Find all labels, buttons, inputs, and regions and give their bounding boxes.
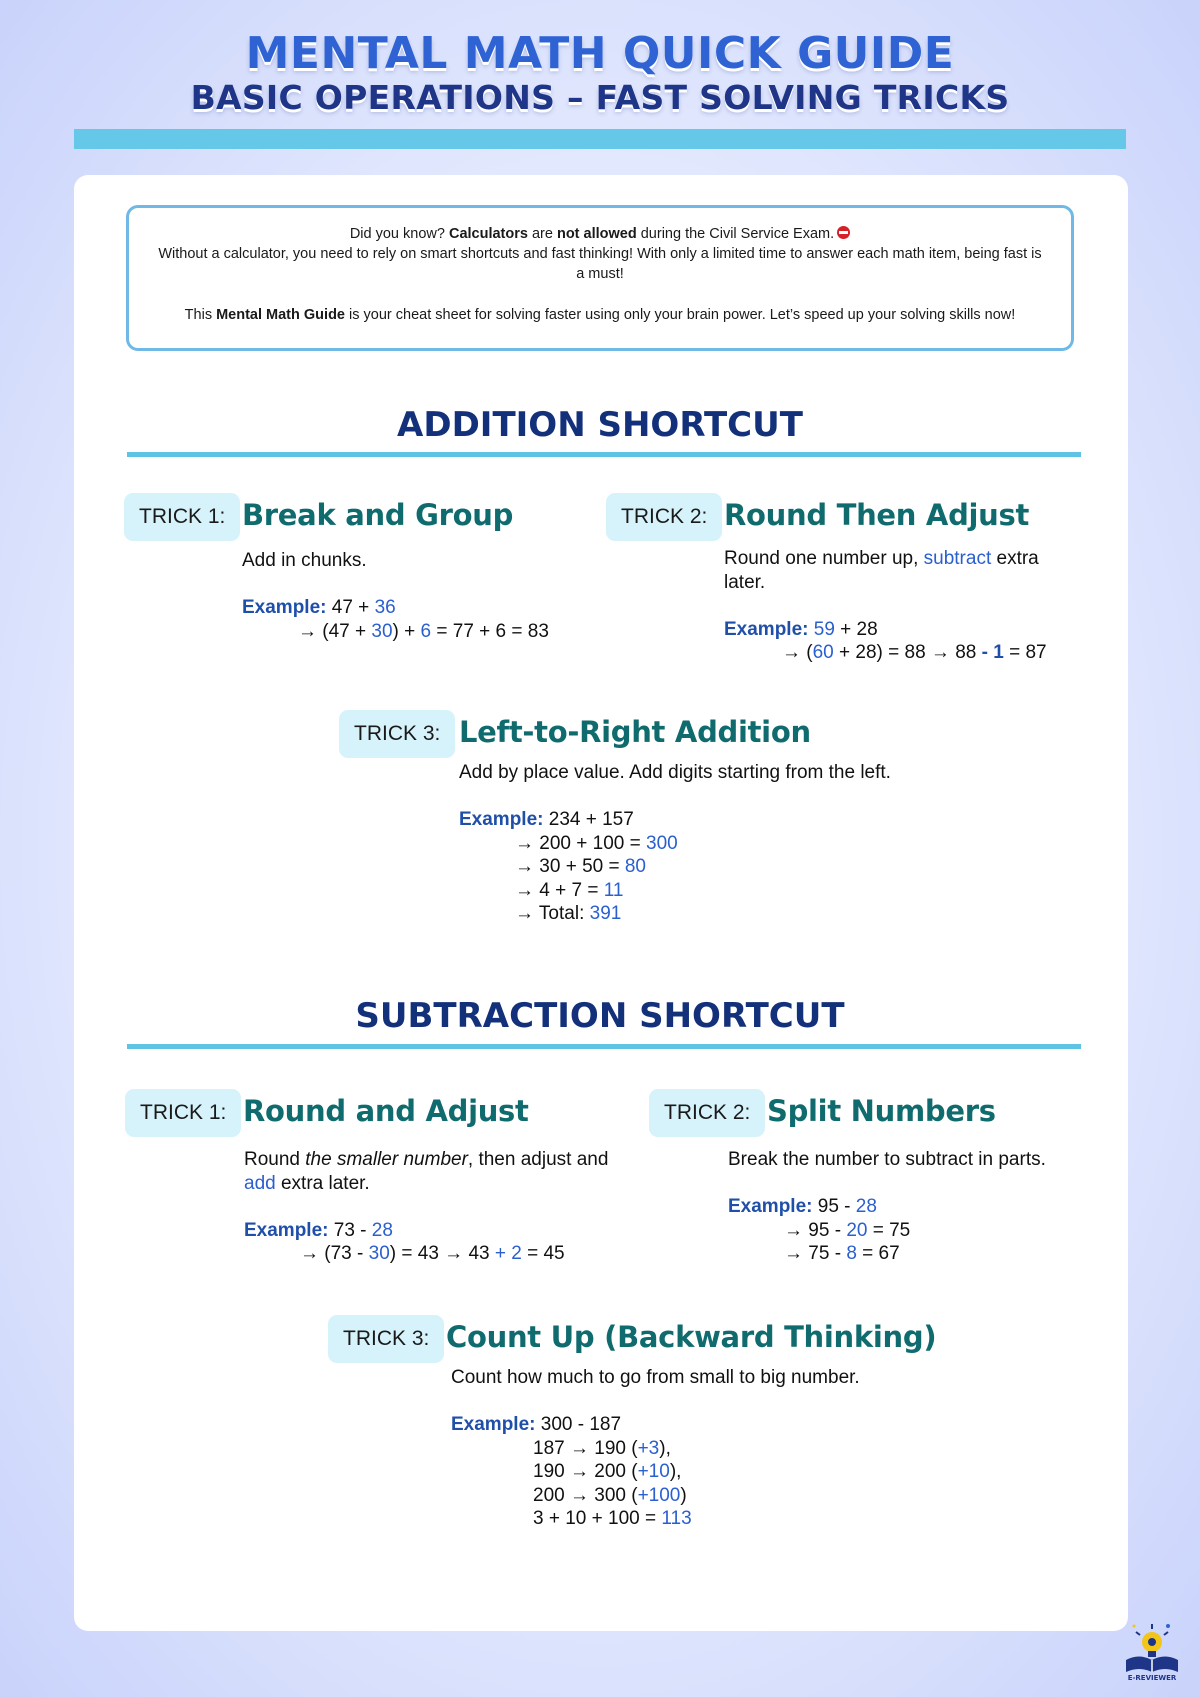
header-divider xyxy=(74,129,1126,149)
intro-line-3: This Mental Math Guide is your cheat sheet for solving faster using only your brain power. Let’s speed up your solving skills now! xyxy=(184,307,1016,323)
logo-text: E-REVIEWER xyxy=(1127,1674,1177,1682)
trick-name: Break and Group xyxy=(242,498,514,532)
example-line: Example: 95 - 28 xyxy=(728,1196,877,1217)
intro-box xyxy=(126,205,1074,351)
trick-body xyxy=(451,1366,881,1531)
trick-name: Round Then Adjust xyxy=(724,498,1030,532)
example-step: 200 → 300 (+100) xyxy=(533,1484,687,1506)
example-step: → Total: 391 xyxy=(515,903,622,924)
addition-section-title: ADDITION SHORTCUT xyxy=(397,405,803,445)
trick-tag: TRICK 1: xyxy=(125,1089,241,1137)
example-step: → (60 + 28) = 88 → 88 - 1 = 87 xyxy=(782,642,1047,663)
page-title: MENTAL MATH QUICK GUIDE xyxy=(245,28,955,79)
trick-description: Round one number up, subtract extra later. xyxy=(724,548,1039,593)
intro-line-1: Did you know? Calculators are not allowed during the Civil Service Exam. xyxy=(155,224,1045,244)
example-step: → 75 - 8 = 67 xyxy=(784,1243,900,1264)
trick-description: Add in chunks. xyxy=(242,550,367,571)
trick-description: Round the smaller number, then adjust and add extra later. xyxy=(244,1149,609,1194)
example-line: Example: 59 + 28 xyxy=(724,618,878,640)
trick-tag: TRICK 1: xyxy=(124,493,240,541)
trick-body xyxy=(724,547,1084,665)
trick-tag: TRICK 3: xyxy=(328,1315,444,1363)
trick-tag: TRICK 2: xyxy=(649,1089,765,1137)
trick-tag: TRICK 2: xyxy=(606,493,722,541)
trick-description: Add by place value. Add digits starting from the left. xyxy=(459,762,891,783)
example-line: Example: 73 - 28 xyxy=(244,1219,393,1241)
intro-line-2: Without a calculator, you need to rely on smart shortcuts and fast thinking! With only a limited time to answer each math item, being fast is a must! xyxy=(158,246,1042,282)
example-step: → (73 - 30) = 43 → 43 + 2 = 45 xyxy=(300,1243,565,1264)
trick-tag: TRICK 3: xyxy=(339,710,455,758)
trick-body xyxy=(459,761,909,926)
example-step: 3 + 10 + 100 = 113 xyxy=(533,1508,692,1529)
example-line: Example: 234 + 157 xyxy=(459,809,634,830)
example-step: → 200 + 100 = 300 xyxy=(515,832,678,854)
example-step: → (47 + 30) + 6 = 77 + 6 = 83 xyxy=(298,620,549,642)
e-reviewer-logo xyxy=(1120,1620,1184,1690)
example-step: 190 → 200 (+10), xyxy=(533,1461,682,1482)
example-step: → 30 + 50 = 80 xyxy=(515,856,646,877)
no-entry-icon xyxy=(837,226,850,239)
trick-description: Count how much to go from small to big number. xyxy=(451,1367,860,1388)
subtraction-section-title: SUBTRACTION SHORTCUT xyxy=(355,996,845,1036)
trick-name: Round and Adjust xyxy=(243,1094,529,1128)
trick-description: Break the number to subtract in parts. xyxy=(728,1149,1046,1170)
trick-body xyxy=(242,549,602,643)
trick-body xyxy=(728,1148,1108,1266)
trick-name: Split Numbers xyxy=(767,1094,996,1128)
addition-divider xyxy=(127,452,1081,457)
trick-name: Left-to-Right Addition xyxy=(459,715,811,749)
example-step: → 4 + 7 = 11 xyxy=(515,879,624,901)
subtraction-divider xyxy=(127,1044,1081,1049)
trick-name: Count Up (Backward Thinking) xyxy=(446,1320,937,1354)
trick-body xyxy=(244,1148,614,1266)
page-subtitle: BASIC OPERATIONS – FAST SOLVING TRICKS xyxy=(190,78,1010,117)
example-step: 187 → 190 (+3), xyxy=(533,1437,671,1459)
example-step: → 95 - 20 = 75 xyxy=(784,1219,911,1241)
example-line: Example: 47 + 36 xyxy=(242,597,396,618)
example-line: Example: 300 - 187 xyxy=(451,1414,622,1435)
